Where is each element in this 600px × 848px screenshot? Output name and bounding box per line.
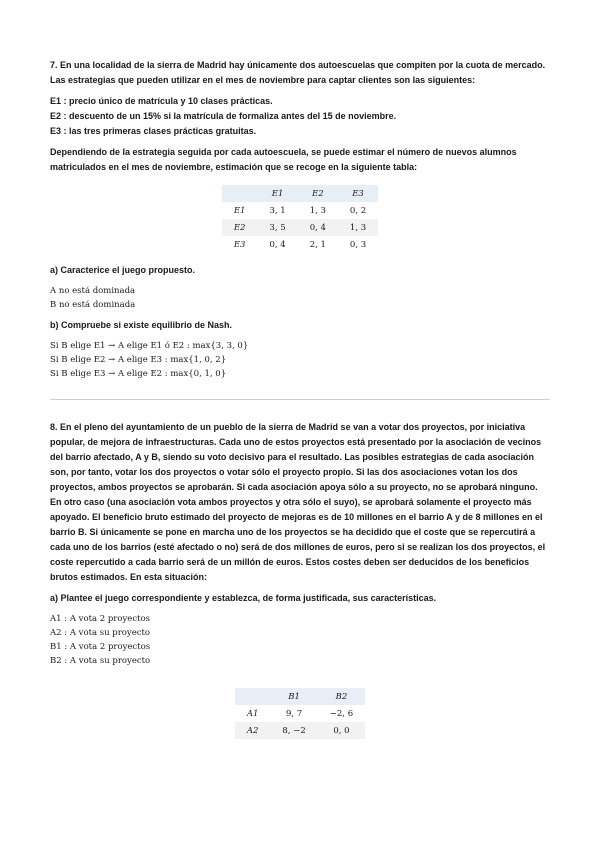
answer-line: Si B elige E2 → A elige E3 : max{1, 0, 2} <box>50 355 227 365</box>
table-cell: 2, 1 <box>309 239 326 250</box>
row-header: A2 <box>246 725 259 736</box>
q7-strategy-2: E2 : descuento de un 15% si la matrícula de formaliza antes del 15 de noviembre. <box>50 111 397 121</box>
col-header: E2 <box>311 188 324 199</box>
strategy-line: B1 : A vota 2 proyectos <box>50 642 151 652</box>
strategy-line: A1 : A vota 2 proyectos <box>50 614 150 624</box>
table-corner <box>235 688 271 705</box>
row-header: E3 <box>233 239 246 250</box>
answer-line: Si B elige E1 → A elige E1 ó E2 : max{3, 3, 0} <box>50 341 249 351</box>
col-header: E3 <box>352 188 364 199</box>
q7-question-a: a) Caracterice el juego propuesto. <box>50 265 196 275</box>
col-header: B2 <box>335 691 348 702</box>
table-cell: 0, 4 <box>309 222 326 233</box>
q8-payoff-table <box>235 688 365 739</box>
table-cell: 3, 5 <box>269 222 286 233</box>
table-corner <box>222 185 258 202</box>
q8-question-a: a) Plantee el juego correspondiente y establezca, de forma justificada, sus características. <box>50 593 437 603</box>
table-row <box>222 219 378 236</box>
row-header: E2 <box>233 222 246 233</box>
q7-strategy-1: E1 : precio único de matrícula y 10 clases prácticas. <box>50 96 273 106</box>
q7-strategy-3: E3 : las tres primeras clases prácticas gratuitas. <box>50 126 257 136</box>
table-row <box>235 705 365 722</box>
table-cell: −2, 6 <box>329 708 354 719</box>
answer-line: B no está dominada <box>50 300 136 310</box>
row-header: E1 <box>233 205 246 216</box>
table-row <box>222 202 378 219</box>
q7-intro: 7. En una localidad de la sierra de Madrid hay únicamente dos autoescuelas que compiten por la cuota de mercado. Las estrategias que pueden utilizar en el mes de noviembre para captar clientes son las siguientes: <box>50 60 546 85</box>
answer-line: A no está dominada <box>50 286 136 296</box>
col-header: B1 <box>288 691 300 702</box>
table-row <box>235 722 365 739</box>
document-page <box>50 58 550 739</box>
table-cell: 0, 2 <box>349 205 367 216</box>
q7-payoff-table <box>222 185 378 253</box>
q8-intro: 8. En el pleno del ayuntamiento de un pueblo de la sierra de Madrid se van a votar dos proyectos, por iniciativa popular, de mejora de infraestructuras. Cada uno de estos proyectos está presentado por la asociación de vecinos del barrio afectado, A y B, siendo su voto decisivo para el resultado. Las posibles estrategias de cada asociación son, por tanto, votar los dos proyectos o votar sólo el proyecto propio. Si las dos asociaciones votan los dos proyectos, ambos proyectos se aprobarán. Si cada asociación apoya sólo a su proyecto, no se aprobará ninguno. En otro caso (una asociación vota ambos proyectos y otra sólo el suyo), se aprobará solamente el proyecto más apoyado. El beneficio bruto estimado del proyecto de mejoras es de 10 millones en el barrio A y de 8 millones en el barrio B. Si únicamente se pone en marcha uno de los proyectos se ha decidido que el coste que se repercutirá a cada uno de los barrios (esté afectado o no) será de dos millones de euros, pero si se realizan los dos proyectos, el coste repercutido a cada barrio será de un millón de euros. Estos costes deben ser deducidos de los beneficios brutos estimados. En esta situación: <box>50 422 546 582</box>
row-header: A1 <box>246 708 259 719</box>
table-cell: 1, 3 <box>309 205 326 216</box>
q7-context: Dependiendo de la estrategia seguida por cada autoescuela, se puede estimar el número de nuevos alumnos matriculados en el mes de noviembre, estimación que se recoge en la siguiente tabla: <box>50 147 517 172</box>
table-row <box>222 236 378 253</box>
strategy-line: B2 : A vota su proyecto <box>50 656 151 666</box>
table-cell: 0, 3 <box>349 239 367 250</box>
table-cell: 1, 3 <box>349 222 367 233</box>
col-header: E1 <box>271 188 284 199</box>
answer-line: Si B elige E3 → A elige E2 : max{0, 1, 0} <box>50 369 227 379</box>
table-cell: 8, −2 <box>282 725 306 736</box>
table-cell: 0, 0 <box>333 725 350 736</box>
table-cell: 0, 4 <box>269 239 286 250</box>
strategy-line: A2 : A vota su proyecto <box>50 628 151 638</box>
table-cell: 9, 7 <box>285 708 303 719</box>
q7-question-b: b) Compruebe si existe equilibrio de Nash. <box>50 320 233 330</box>
table-cell: 3, 1 <box>269 205 286 216</box>
